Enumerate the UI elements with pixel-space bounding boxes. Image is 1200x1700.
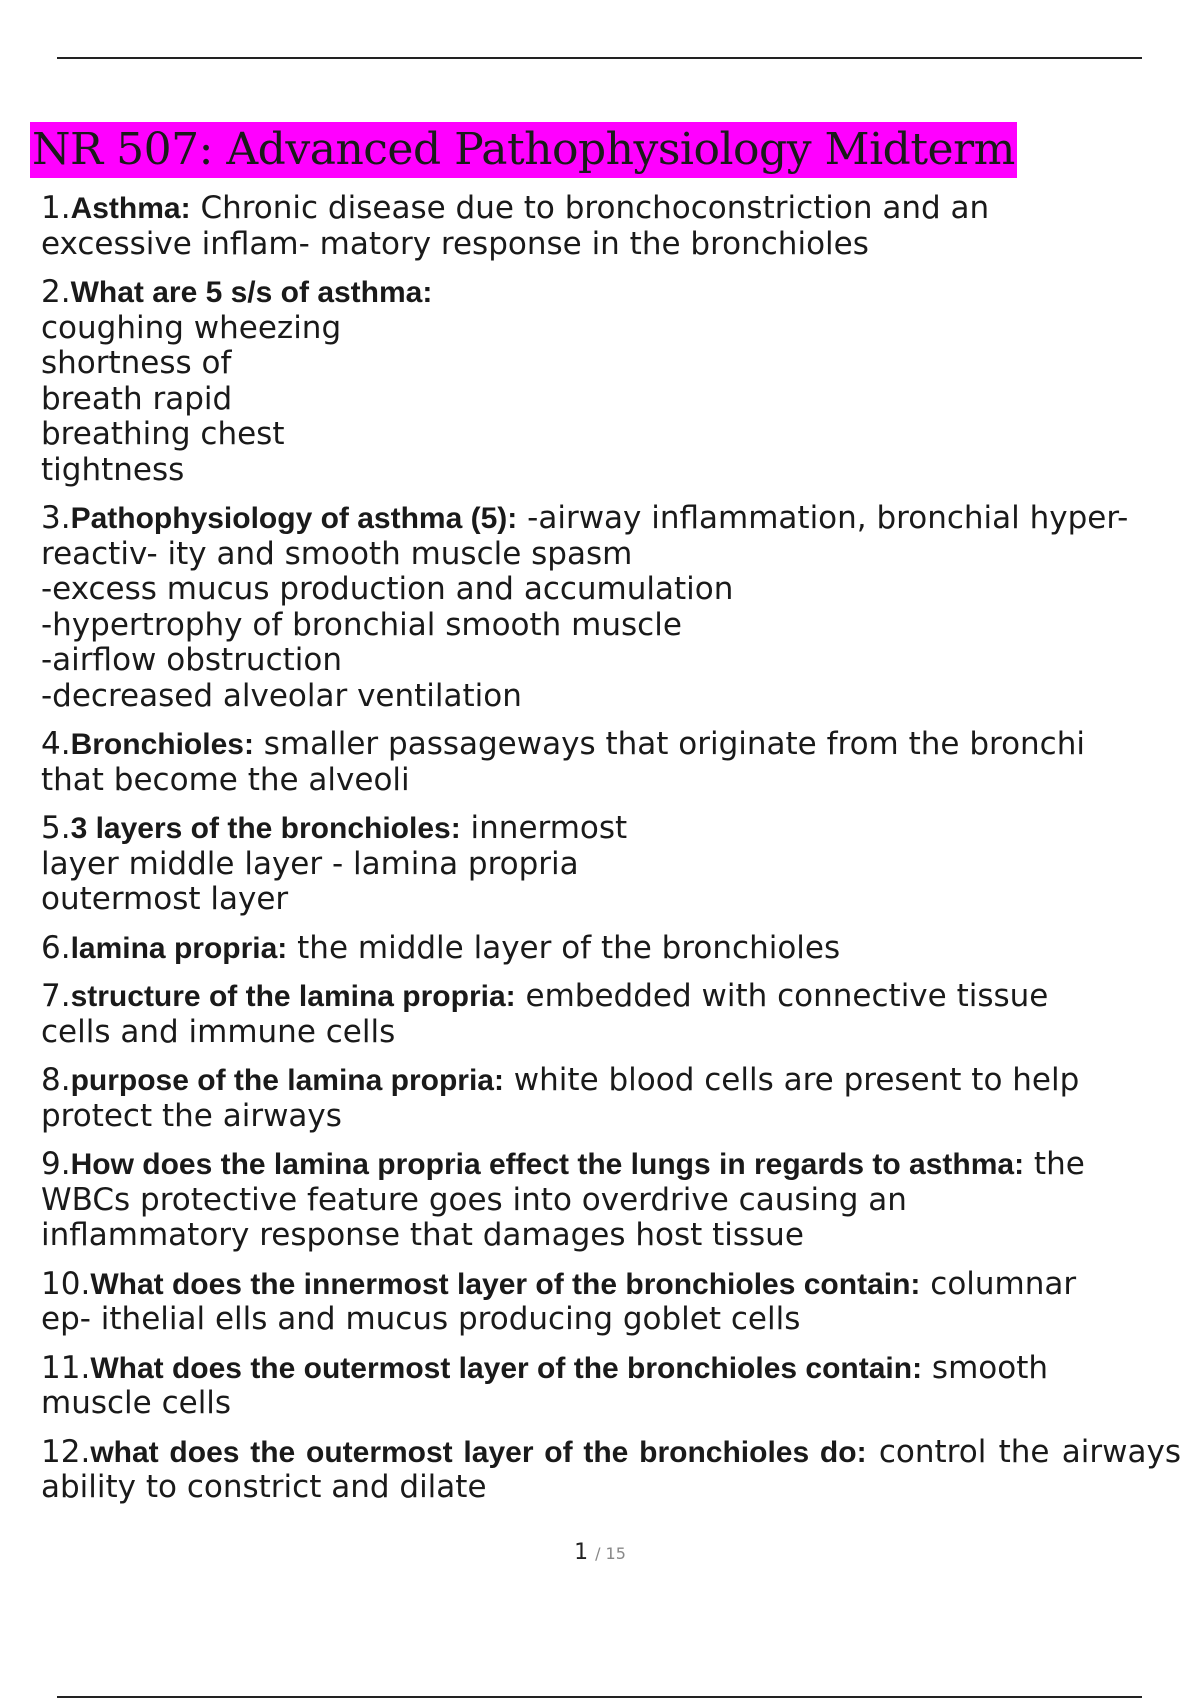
item-term: purpose of the lamina propria: (70, 1064, 504, 1097)
item-term: lamina propria: (70, 931, 288, 965)
item-term: what does the outermost layer of the bronchioles do: (90, 1435, 867, 1469)
list-item (41, 931, 1181, 967)
list-item (41, 979, 1181, 1050)
item-number: 5. (41, 810, 71, 846)
item-text: embedded with connective tissue cells and immune cells (41, 978, 1049, 1050)
list-item (41, 275, 1181, 488)
item-number: 2. (41, 274, 71, 310)
list-item (41, 727, 1181, 798)
item-text: Chronic disease due to bronchoconstriction and an excessive inflam- matory response in the bronchioles (41, 190, 990, 262)
item-number: 6. (41, 929, 71, 966)
total-pages: / 15 (595, 1544, 626, 1563)
item-number: 10. (41, 1265, 91, 1302)
item-number: 9. (41, 1146, 71, 1182)
item-text: -airway inflammation, bronchial hyper- reactiv- ity and smooth muscle spasm -excess mucus production and accumulation -hypertrophy of bronchial smooth muscle -airflow obstruction -decreased alveolar ventilation (41, 500, 1129, 714)
item-term: Asthma: (70, 192, 191, 225)
item-term: How does the lamina propria effect the lungs in regards to asthma: (70, 1148, 1025, 1181)
list-item (41, 1063, 1181, 1134)
page-title: NR 507: Advanced Pathophysiology Midterm (30, 122, 1017, 178)
list-item (41, 1267, 1181, 1338)
item-text: the middle layer of the bronchioles (287, 929, 841, 966)
item-term: 3 layers of the bronchioles: (70, 812, 461, 845)
item-number: 4. (41, 726, 71, 762)
item-text: coughing wheezing shortness of breath rapid breathing chest tightness (41, 309, 342, 488)
list-item (41, 1147, 1181, 1254)
item-number: 8. (41, 1062, 71, 1098)
item-number: 11. (41, 1349, 91, 1386)
item-text: columnar ep- ithelial ells and mucus producing goblet cells (41, 1265, 1077, 1337)
item-text: innermost layer middle layer - lamina propria outermost layer (41, 810, 628, 917)
item-number: 7. (41, 978, 71, 1014)
item-text: white blood cells are present to help protect the airways (41, 1062, 1080, 1134)
item-term: Pathophysiology of asthma (5): (70, 502, 518, 535)
list-item (41, 1435, 1181, 1506)
item-number: 12. (41, 1433, 91, 1470)
item-term: What are 5 s/s of asthma: (70, 276, 433, 309)
item-term: What does the outermost layer of the bronchioles contain: (90, 1351, 923, 1385)
item-text: smaller passageways that originate from the bronchi that become the alveoli (41, 726, 1085, 798)
item-text: smooth muscle cells (41, 1349, 1049, 1421)
item-term: structure of the lamina propria: (70, 980, 516, 1013)
item-term: Bronchioles: (70, 728, 254, 761)
top-rule (57, 57, 1142, 59)
list-item (41, 1351, 1181, 1422)
item-term: What does the innermost layer of the bronchioles contain: (90, 1267, 921, 1301)
question-list (41, 191, 1181, 1519)
current-page: 1 (574, 1540, 589, 1565)
item-number: 3. (41, 500, 71, 536)
item-text: control the airways ability to constrict and dilate (41, 1433, 1181, 1505)
bottom-rule (57, 1696, 1142, 1698)
item-number: 1. (41, 190, 71, 226)
list-item (41, 501, 1181, 714)
page-indicator (0, 1540, 1200, 1565)
list-item (41, 191, 1181, 262)
item-text: the WBCs protective feature goes into overdrive causing an inflammatory response that damages host tissue (41, 1146, 1085, 1253)
list-item (41, 811, 1181, 918)
